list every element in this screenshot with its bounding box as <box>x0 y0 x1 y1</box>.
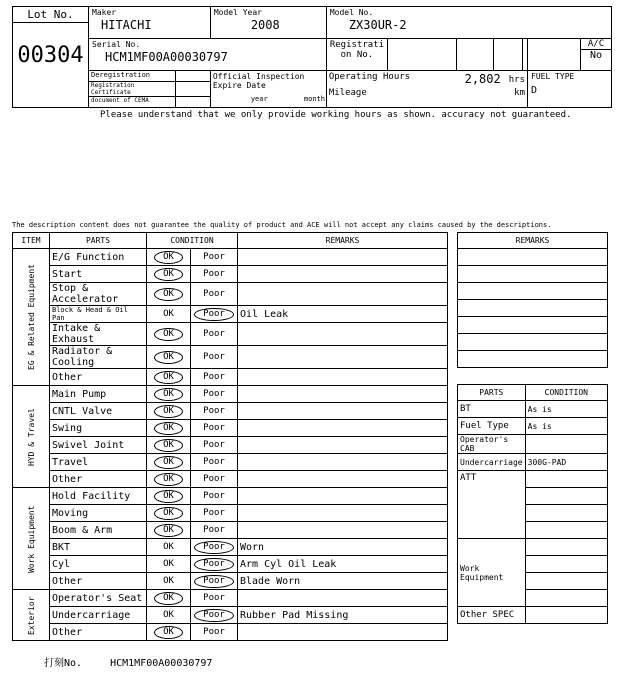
part-name: Cyl <box>50 556 147 573</box>
ac-cell <box>581 39 612 71</box>
remark <box>238 522 448 539</box>
part-name: E/G Function <box>50 249 147 266</box>
lot-cell <box>13 7 89 108</box>
condition-poor-cell <box>191 249 238 266</box>
condition-ok: OK <box>163 576 174 586</box>
condition-ok: OK <box>154 626 183 639</box>
table-row <box>13 437 448 454</box>
condition-poor: Poor <box>203 491 225 501</box>
condition-ok-cell <box>147 505 191 522</box>
condition-ok: OK <box>154 439 183 452</box>
remark <box>238 454 448 471</box>
condition-ok-cell <box>147 369 191 386</box>
condition-poor-cell <box>191 283 238 306</box>
condition-ok-cell <box>147 283 191 306</box>
parts-row-value: As is <box>525 418 607 435</box>
year-label: year <box>250 95 268 103</box>
parts-table <box>457 384 608 624</box>
condition-ok-cell <box>147 488 191 505</box>
reg-box-1 <box>388 39 457 71</box>
condition-poor-cell <box>191 306 238 323</box>
part-name: Boom & Arm <box>50 522 147 539</box>
part-name: Other <box>50 369 147 386</box>
condition-ok-cell <box>147 539 191 556</box>
maker-cell <box>89 7 211 39</box>
part-name: Other <box>50 573 147 590</box>
cema-label: document of CEMA <box>89 97 176 107</box>
remarks-box <box>457 232 608 368</box>
table-row <box>13 283 448 306</box>
table-row <box>13 249 448 266</box>
remark: Arm Cyl Oil Leak <box>238 556 448 573</box>
remark: Blade Worn <box>238 573 448 590</box>
condition-ok: OK <box>154 405 183 418</box>
parts-row-label: BT <box>458 401 526 418</box>
disclaimer-text: The description content does not guarantee the quality of product and ACE will not accept any claims caused by the descriptions. <box>12 221 552 229</box>
condition-col-header: CONDITION <box>525 385 607 401</box>
condition-ok: OK <box>154 251 183 264</box>
condition-poor-cell <box>191 266 238 283</box>
remark <box>238 403 448 420</box>
remarks-line <box>458 266 608 283</box>
part-name: Other <box>50 624 147 641</box>
lot-number: 00304 <box>17 43 84 68</box>
condition-poor-cell <box>191 505 238 522</box>
condition-poor: Poor <box>203 627 225 637</box>
att-label: ATT <box>458 471 526 539</box>
att-line <box>525 471 607 488</box>
col-item: ITEM <box>13 233 50 249</box>
reg-cert-label: Registration Certificate <box>89 82 176 96</box>
condition-ok-cell <box>147 266 191 283</box>
table-row <box>13 323 448 346</box>
part-name: Stop & Accelerator <box>50 283 147 306</box>
remarks-line <box>458 249 608 266</box>
serial-label: Serial No. <box>92 40 141 49</box>
footer-label: 打刻No. <box>44 658 83 669</box>
remark <box>238 386 448 403</box>
reg-box-2 <box>457 39 494 71</box>
condition-poor-cell <box>191 323 238 346</box>
item-category: Work Equipment <box>13 488 50 590</box>
remarks-line <box>458 351 608 368</box>
maker-label: Maker <box>92 8 117 17</box>
remarks-line <box>458 283 608 300</box>
condition-poor: Poor <box>203 593 225 603</box>
model-no-value: ZX30UR-2 <box>348 18 407 32</box>
condition-ok-cell <box>147 403 191 420</box>
op-hours-label: Operating Hours <box>328 72 411 82</box>
condition-poor: Poor <box>194 558 234 571</box>
work-eq-line <box>525 539 607 556</box>
condition-poor: Poor <box>203 440 225 450</box>
condition-ok: OK <box>163 610 174 620</box>
condition-poor-cell <box>191 573 238 590</box>
condition-poor: Poor <box>203 252 225 262</box>
condition-ok: OK <box>154 371 183 384</box>
remark <box>238 283 448 306</box>
remark <box>238 266 448 283</box>
condition-ok: OK <box>154 507 183 520</box>
header-table <box>12 6 612 108</box>
table-row <box>13 522 448 539</box>
fuel-type-cell <box>528 71 612 108</box>
table-row <box>13 505 448 522</box>
other-spec-label: Other SPEC <box>458 607 526 624</box>
condition-poor-cell <box>191 624 238 641</box>
work-eq-line <box>525 573 607 590</box>
condition-ok: OK <box>154 524 183 537</box>
condition-poor: Poor <box>203 525 225 535</box>
condition-poor-cell <box>191 386 238 403</box>
condition-poor-cell <box>191 488 238 505</box>
att-line <box>525 505 607 522</box>
condition-ok-cell <box>147 454 191 471</box>
table-row <box>13 624 448 641</box>
lot-label: Lot No. <box>13 7 88 23</box>
col-parts: PARTS <box>50 233 147 249</box>
remark <box>238 346 448 369</box>
part-name: Swivel Joint <box>50 437 147 454</box>
item-category: Exterior <box>13 590 50 641</box>
condition-poor: Poor <box>203 406 225 416</box>
condition-ok-cell <box>147 556 191 573</box>
condition-poor: Poor <box>194 541 234 554</box>
condition-poor: Poor <box>203 269 225 279</box>
model-year-label: Model Year <box>213 8 262 17</box>
table-row <box>13 607 448 624</box>
condition-ok-cell <box>147 624 191 641</box>
other-spec-value <box>525 607 607 624</box>
condition-poor: Poor <box>194 609 234 622</box>
condition-poor-cell <box>191 590 238 607</box>
condition-ok-cell <box>147 420 191 437</box>
remark <box>238 323 448 346</box>
operating-cell <box>326 71 527 108</box>
condition-poor: Poor <box>203 423 225 433</box>
part-name: Start <box>50 266 147 283</box>
part-name: Moving <box>50 505 147 522</box>
inspection-table <box>12 232 448 641</box>
condition-poor: Poor <box>203 474 225 484</box>
condition-ok: OK <box>154 351 183 364</box>
part-name: Block & Head & Oil Pan <box>50 306 147 323</box>
serial-value: HCM1MF00A00030797 <box>105 50 228 64</box>
work-eq-line <box>525 590 607 607</box>
op-hours-value: 2,802 <box>464 72 501 86</box>
dereg-cell <box>89 71 211 108</box>
condition-poor: Poor <box>203 508 225 518</box>
work-equipment-label: Work Equipment <box>458 539 526 607</box>
col-remarks: REMARKS <box>238 233 448 249</box>
inspection-cell <box>210 71 326 108</box>
model-year-cell <box>210 7 326 39</box>
condition-ok-cell <box>147 346 191 369</box>
remark <box>238 249 448 266</box>
table-row <box>13 454 448 471</box>
reg-box-5 <box>528 39 581 71</box>
condition-poor: Poor <box>203 289 225 299</box>
table-row <box>13 266 448 283</box>
condition-ok: OK <box>154 473 183 486</box>
condition-ok-cell <box>147 249 191 266</box>
table-row <box>13 306 448 323</box>
remark <box>238 437 448 454</box>
remark: Worn <box>238 539 448 556</box>
condition-ok-cell <box>147 590 191 607</box>
condition-ok-cell <box>147 522 191 539</box>
remark <box>238 624 448 641</box>
table-row <box>13 386 448 403</box>
parts-row-label: Fuel Type <box>458 418 526 435</box>
condition-ok: OK <box>154 268 183 281</box>
remark <box>238 488 448 505</box>
table-row <box>13 573 448 590</box>
parts-row-value: 300G-PAD <box>525 454 607 471</box>
condition-poor-cell <box>191 522 238 539</box>
part-name: BKT <box>50 539 147 556</box>
remark <box>238 420 448 437</box>
condition-poor-cell <box>191 454 238 471</box>
fuel-type-value: D <box>531 85 538 96</box>
condition-poor: Poor <box>194 308 234 321</box>
ac-label: A/C <box>581 39 611 50</box>
table-row <box>13 556 448 573</box>
parts-row <box>458 454 608 471</box>
condition-poor: Poor <box>203 352 225 362</box>
part-name: Swing <box>50 420 147 437</box>
condition-ok: OK <box>154 592 183 605</box>
condition-poor-cell <box>191 420 238 437</box>
condition-poor-cell <box>191 346 238 369</box>
table-row <box>13 346 448 369</box>
condition-ok: OK <box>154 456 183 469</box>
condition-ok-cell <box>147 471 191 488</box>
model-year-value: 2008 <box>250 18 280 32</box>
notice-text: Please understand that we only provide working hours as shown. accuracy not guaranteed. <box>100 110 572 120</box>
part-name: Undercarriage <box>50 607 147 624</box>
footer <box>44 654 212 669</box>
part-name: Travel <box>50 454 147 471</box>
item-category: EG & Related Equipment <box>13 249 50 386</box>
part-name: Main Pump <box>50 386 147 403</box>
att-line <box>525 488 607 505</box>
condition-ok: OK <box>154 388 183 401</box>
condition-poor-cell <box>191 369 238 386</box>
reg-box-3 <box>494 39 523 71</box>
model-no-label: Model No. <box>329 8 374 17</box>
mileage-label: Mileage <box>328 88 367 98</box>
footer-value: HCM1MF00A00030797 <box>110 658 213 669</box>
work-eq-line <box>525 556 607 573</box>
remark <box>238 505 448 522</box>
condition-ok: OK <box>154 328 183 341</box>
condition-ok: OK <box>163 309 174 319</box>
km-label: km <box>514 88 525 98</box>
part-name: Other <box>50 471 147 488</box>
condition-ok: OK <box>154 490 183 503</box>
condition-poor: Poor <box>203 457 225 467</box>
condition-ok: OK <box>163 542 174 552</box>
table-row <box>13 369 448 386</box>
condition-poor: Poor <box>203 372 225 382</box>
parts-row <box>458 418 608 435</box>
parts-row-label: Undercarriage <box>458 454 526 471</box>
table-row <box>13 488 448 505</box>
parts-row-value <box>525 435 607 454</box>
condition-poor-cell <box>191 539 238 556</box>
condition-ok: OK <box>163 559 174 569</box>
fuel-type-label: FUEL TYPE <box>531 72 575 81</box>
remarks-line <box>458 334 608 351</box>
condition-poor-cell <box>191 607 238 624</box>
remark: Oil Leak <box>238 306 448 323</box>
parts-row <box>458 401 608 418</box>
condition-ok-cell <box>147 437 191 454</box>
hrs-label: hrs <box>508 75 525 85</box>
ac-value: No <box>589 50 603 61</box>
col-condition: CONDITION <box>147 233 238 249</box>
part-name: Intake & Exhaust <box>50 323 147 346</box>
model-no-cell <box>326 7 611 39</box>
inspection-label: Official Inspection Expire Date <box>212 72 305 90</box>
remark: Rubber Pad Missing <box>238 607 448 624</box>
parts-row-label: Operator's CAB <box>458 435 526 454</box>
condition-poor: Poor <box>203 389 225 399</box>
remarks-line <box>458 300 608 317</box>
remarks-line <box>458 317 608 334</box>
condition-ok-cell <box>147 306 191 323</box>
table-row <box>13 539 448 556</box>
condition-ok: OK <box>154 422 183 435</box>
month-label: month <box>303 95 325 103</box>
att-line <box>525 522 607 539</box>
dereg-label: Deregistration <box>89 71 176 81</box>
condition-ok-cell <box>147 386 191 403</box>
table-row <box>13 403 448 420</box>
condition-poor-cell <box>191 403 238 420</box>
remarks-box-header: REMARKS <box>458 233 608 249</box>
serial-cell <box>89 39 327 71</box>
condition-poor: Poor <box>194 575 234 588</box>
table-row <box>13 590 448 607</box>
condition-poor-cell <box>191 437 238 454</box>
condition-poor: Poor <box>203 329 225 339</box>
remark <box>238 471 448 488</box>
condition-ok: OK <box>154 288 183 301</box>
part-name: Operator's Seat <box>50 590 147 607</box>
remark <box>238 590 448 607</box>
maker-value: HITACHI <box>101 18 152 32</box>
condition-ok-cell <box>147 573 191 590</box>
table-row <box>13 471 448 488</box>
part-name: Radiator & Cooling <box>50 346 147 369</box>
table-row <box>13 420 448 437</box>
item-category: HYD & Travel <box>13 386 50 488</box>
parts-row-value: As is <box>525 401 607 418</box>
parts-col-header: PARTS <box>458 385 526 401</box>
part-name: CNTL Valve <box>50 403 147 420</box>
registration-label: Registrati on No. <box>329 40 384 60</box>
part-name: Hold Facility <box>50 488 147 505</box>
condition-ok-cell <box>147 607 191 624</box>
parts-row <box>458 435 608 454</box>
condition-poor-cell <box>191 556 238 573</box>
condition-ok-cell <box>147 323 191 346</box>
registration-cell <box>326 39 387 71</box>
remark <box>238 369 448 386</box>
condition-poor-cell <box>191 471 238 488</box>
